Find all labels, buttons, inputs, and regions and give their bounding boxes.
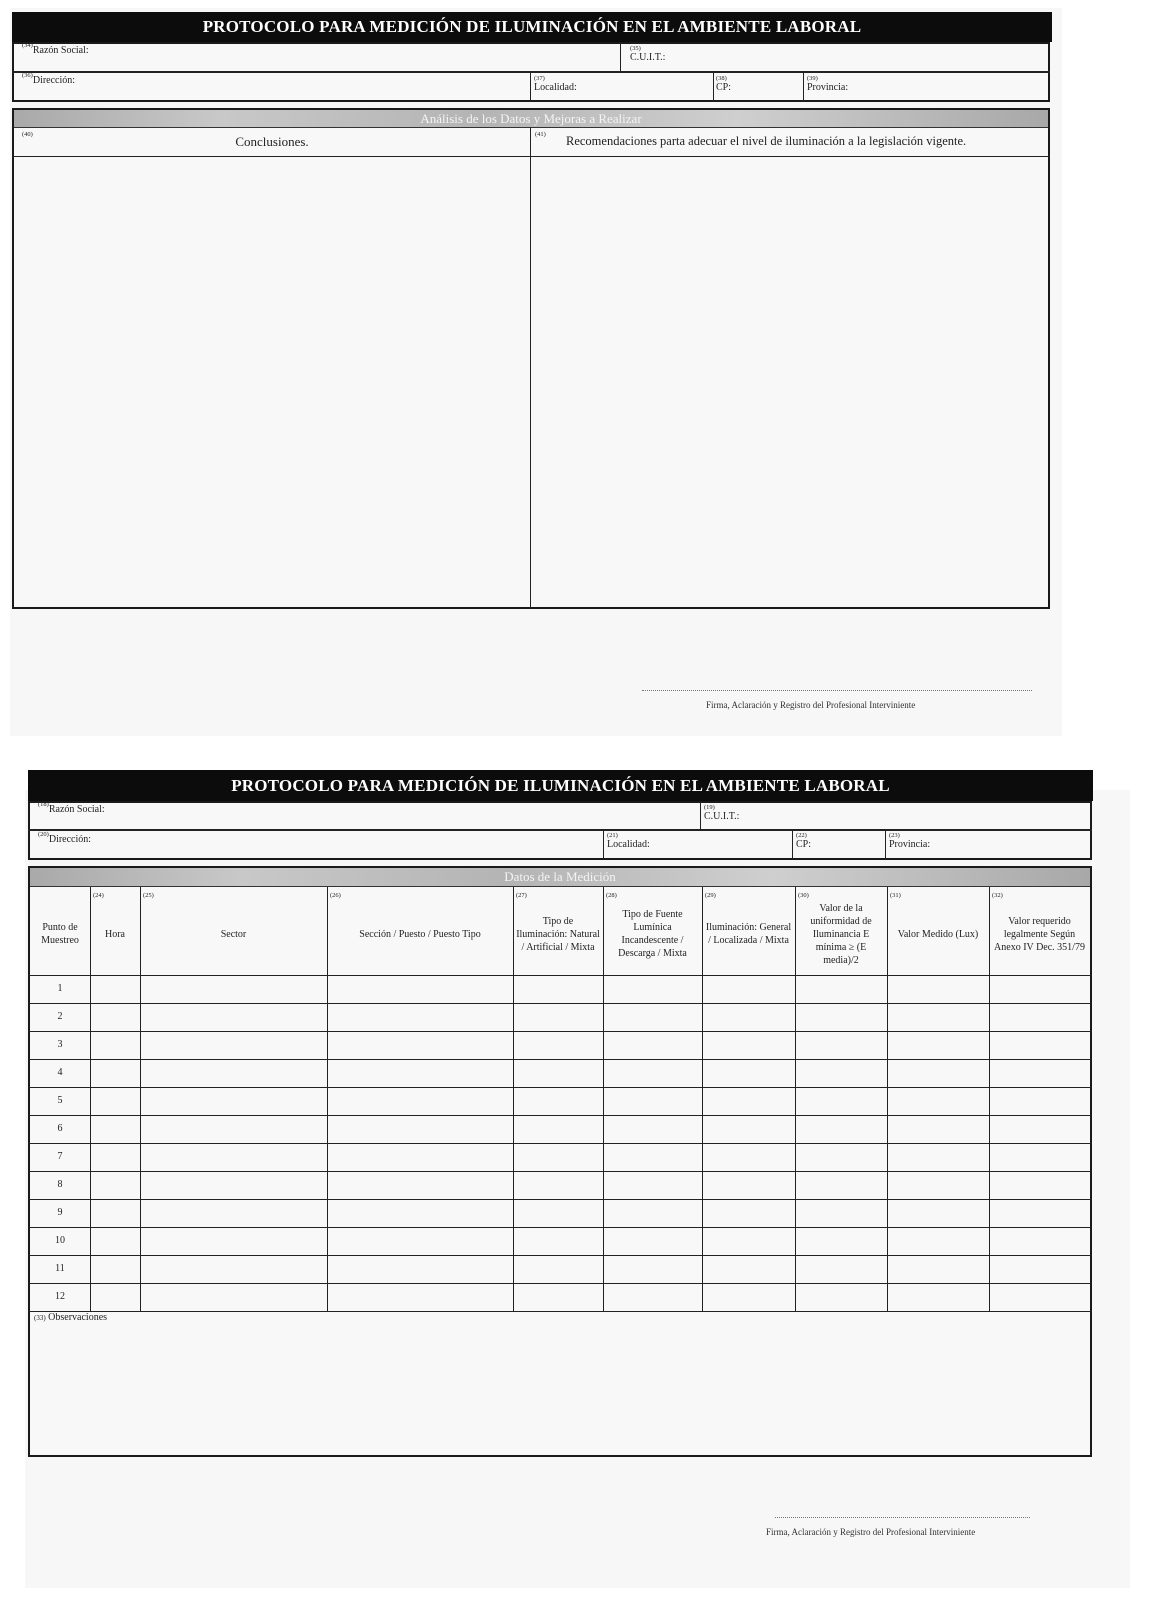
- table-cell[interactable]: [990, 1004, 1090, 1031]
- row-number: 11: [55, 1263, 65, 1274]
- signature-label: Firma, Aclaración y Registro del Profesional Interviniente: [706, 700, 916, 710]
- column-number: (24): [93, 892, 104, 899]
- table-cell[interactable]: [604, 1088, 702, 1115]
- table-cell[interactable]: [703, 1144, 795, 1171]
- table-cell[interactable]: [141, 1284, 327, 1311]
- divider: [803, 72, 804, 102]
- razon-social-field[interactable]: [38, 801, 105, 815]
- field-label: Razón Social:: [48, 804, 105, 815]
- field-number: (39): [807, 75, 818, 82]
- column-header: [30, 887, 90, 975]
- observaciones-textarea[interactable]: [30, 1326, 1090, 1455]
- column-header: [513, 887, 603, 975]
- table-cell[interactable]: [328, 1144, 513, 1171]
- table-cell[interactable]: [328, 1060, 513, 1087]
- conclusiones-textarea[interactable]: [14, 158, 529, 607]
- column-number: (28): [606, 892, 617, 899]
- table-cell[interactable]: [703, 1004, 795, 1031]
- field-label: C.U.I.T.:: [630, 52, 666, 63]
- column-number: (26): [330, 892, 341, 899]
- table-cell[interactable]: [514, 1284, 603, 1311]
- signature-label: Firma, Aclaración y Registro del Profesional Interviniente: [766, 1527, 976, 1537]
- field-label: Dirección:: [48, 834, 92, 845]
- table-cell[interactable]: [796, 1004, 887, 1031]
- table-cell[interactable]: [604, 1116, 702, 1143]
- column-number: (25): [143, 892, 154, 899]
- divider: [620, 42, 621, 72]
- table-cell[interactable]: [888, 1144, 989, 1171]
- column-header-label: Iluminación: General / Localizada / Mixta: [705, 922, 792, 946]
- table-cell[interactable]: [328, 1284, 513, 1311]
- table-cell[interactable]: [91, 1144, 140, 1171]
- column-header: [795, 887, 887, 975]
- field-number: (22): [796, 832, 807, 839]
- divider: [530, 127, 531, 608]
- table-cell[interactable]: [888, 1088, 989, 1115]
- column-header: [603, 887, 702, 975]
- column-number: (31): [890, 892, 901, 899]
- column-header-label: Tipo de Fuente Lumínica Incandescente / Descarga / Mixta: [618, 909, 687, 959]
- table-cell[interactable]: [91, 976, 140, 1003]
- table-cell[interactable]: [141, 1172, 327, 1199]
- table-cell[interactable]: [604, 1284, 702, 1311]
- column-header: [702, 887, 795, 975]
- table-cell[interactable]: [703, 1228, 795, 1255]
- column-header-label: Sección / Puesto / Puesto Tipo: [359, 928, 481, 940]
- column-number: (27): [516, 892, 527, 899]
- column-header-label: Tipo de Iluminación: Natural / Artificial / Mixta: [516, 915, 600, 953]
- table-cell[interactable]: [703, 1116, 795, 1143]
- field-number: (36): [22, 72, 33, 79]
- table-cell[interactable]: [91, 1116, 140, 1143]
- divider: [603, 830, 604, 860]
- table-cell[interactable]: [990, 1116, 1090, 1143]
- table-cell[interactable]: [514, 976, 603, 1003]
- table-cell[interactable]: [328, 1200, 513, 1227]
- table-cell[interactable]: [703, 1032, 795, 1059]
- table-cell[interactable]: [328, 1088, 513, 1115]
- measurement-section-title: Datos de la Medición: [30, 868, 1090, 887]
- divider: [700, 801, 701, 830]
- table-cell[interactable]: [888, 1228, 989, 1255]
- table-cell[interactable]: [328, 1032, 513, 1059]
- field-number: (38): [716, 75, 727, 82]
- direccion-field[interactable]: [38, 831, 92, 845]
- field-label: C.U.I.T.:: [704, 811, 740, 822]
- table-cell[interactable]: [514, 1004, 603, 1031]
- table-cell[interactable]: [91, 1200, 140, 1227]
- table-cell[interactable]: [514, 1032, 603, 1059]
- field-number: (35): [630, 45, 641, 52]
- table-cell[interactable]: [604, 1032, 702, 1059]
- divider: [530, 72, 531, 102]
- signature-line[interactable]: [775, 1517, 1030, 1518]
- table-cell[interactable]: [796, 1060, 887, 1087]
- table-cell[interactable]: [990, 1228, 1090, 1255]
- cuit-field[interactable]: [630, 45, 665, 63]
- table-cell[interactable]: [328, 1228, 513, 1255]
- field-label: Provincia:: [807, 82, 849, 93]
- table-cell[interactable]: [514, 1200, 603, 1227]
- table-cell[interactable]: [514, 1088, 603, 1115]
- column-number: (32): [992, 892, 1003, 899]
- table-cell[interactable]: [514, 1060, 603, 1087]
- table-cell[interactable]: [141, 1144, 327, 1171]
- field-label: Localidad:: [534, 82, 577, 93]
- divider: [28, 829, 1092, 831]
- table-cell[interactable]: [91, 1060, 140, 1087]
- divider: [12, 156, 1050, 157]
- table-cell[interactable]: [91, 1256, 140, 1283]
- row-number: 7: [57, 1151, 63, 1162]
- row-number: 9: [57, 1207, 63, 1218]
- table-cell[interactable]: [990, 1200, 1090, 1227]
- signature-line[interactable]: [642, 690, 1032, 691]
- row-number: 3: [57, 1039, 63, 1050]
- field-number: (37): [534, 75, 545, 82]
- divider: [885, 830, 886, 860]
- field-number: (34): [22, 42, 33, 49]
- field-label: Provincia:: [889, 839, 931, 850]
- field-number: (33): [34, 1314, 46, 1322]
- table-cell[interactable]: [328, 1256, 513, 1283]
- table-cell[interactable]: [990, 1256, 1090, 1283]
- table-cell[interactable]: [990, 1144, 1090, 1171]
- conclusiones-label: Conclusiones.: [235, 134, 309, 149]
- field-label: Observaciones: [48, 1312, 108, 1323]
- field-number: (18): [38, 801, 49, 808]
- recomendaciones-label: Recomendaciones parta adecuar el nivel de iluminación a la legislación vigente.: [566, 134, 967, 148]
- column-header-label: Valor requerido legalmente Según Anexo IV Dec. 351/79: [994, 915, 1085, 953]
- field-label: CP:: [796, 839, 812, 850]
- cp-field[interactable]: [716, 75, 731, 93]
- divider: [792, 830, 793, 860]
- table-cell[interactable]: [703, 976, 795, 1003]
- table-cell[interactable]: [604, 976, 702, 1003]
- table-cell[interactable]: [888, 1060, 989, 1087]
- column-header: [90, 887, 140, 975]
- table-cell[interactable]: [604, 1256, 702, 1283]
- table-cell[interactable]: [141, 1200, 327, 1227]
- table-cell[interactable]: [990, 1284, 1090, 1311]
- table-cell[interactable]: [141, 976, 327, 1003]
- table-cell[interactable]: [514, 1144, 603, 1171]
- row-number: 12: [55, 1291, 65, 1302]
- cp-field[interactable]: [796, 832, 811, 850]
- field-label: Localidad:: [607, 839, 650, 850]
- column-number: (29): [705, 892, 716, 899]
- table-cell[interactable]: [888, 1200, 989, 1227]
- table-cell[interactable]: [91, 1228, 140, 1255]
- direccion-field[interactable]: [22, 72, 76, 86]
- column-header-label: Sector: [220, 928, 247, 940]
- table-cell[interactable]: [604, 1200, 702, 1227]
- table-cell[interactable]: [328, 1004, 513, 1031]
- table-cell[interactable]: [888, 1284, 989, 1311]
- field-number: (40): [22, 131, 33, 138]
- table-cell[interactable]: [888, 976, 989, 1003]
- row-number: 10: [55, 1235, 65, 1246]
- table-cell[interactable]: [604, 1228, 702, 1255]
- table-cell[interactable]: [91, 1088, 140, 1115]
- divider: [12, 71, 1050, 73]
- table-cell[interactable]: [91, 1284, 140, 1311]
- divider: [713, 72, 714, 102]
- field-number: (21): [607, 832, 618, 839]
- column-header-label: Hora: [105, 928, 125, 940]
- row-number: 5: [57, 1095, 63, 1106]
- column-header: [140, 887, 327, 975]
- table-cell[interactable]: [796, 1144, 887, 1171]
- field-label: CP:: [716, 82, 732, 93]
- page-2-title: PROTOCOLO PARA MEDICIÓN DE ILUMINACIÓN EN EL AMBIENTE LABORAL: [28, 770, 1093, 801]
- table-cell[interactable]: [91, 1172, 140, 1199]
- table-cell[interactable]: [990, 1088, 1090, 1115]
- table-cell[interactable]: [888, 1004, 989, 1031]
- table-cell[interactable]: [990, 1060, 1090, 1087]
- table-cell[interactable]: [328, 1172, 513, 1199]
- field-label: Razón Social:: [32, 45, 89, 56]
- table-cell[interactable]: [796, 1228, 887, 1255]
- table-cell[interactable]: [604, 1004, 702, 1031]
- table-cell[interactable]: [514, 1228, 603, 1255]
- table-cell[interactable]: [796, 1200, 887, 1227]
- table-cell[interactable]: [990, 1032, 1090, 1059]
- table-cell[interactable]: [514, 1256, 603, 1283]
- field-number: (19): [704, 804, 715, 811]
- table-cell[interactable]: [990, 1172, 1090, 1199]
- row-number: 2: [57, 1011, 63, 1022]
- table-cell[interactable]: [141, 1060, 327, 1087]
- column-number: (30): [798, 892, 809, 899]
- table-cell[interactable]: [604, 1144, 702, 1171]
- table-cell[interactable]: [141, 1004, 327, 1031]
- row-number: 1: [57, 983, 63, 994]
- field-label: Dirección:: [32, 75, 76, 86]
- field-number: (41): [535, 131, 546, 138]
- table-cell[interactable]: [796, 1172, 887, 1199]
- table-cell[interactable]: [141, 1088, 327, 1115]
- localidad-field[interactable]: [607, 832, 650, 850]
- row-number: 8: [57, 1179, 63, 1190]
- column-header: [327, 887, 513, 975]
- row-number: 6: [57, 1123, 63, 1134]
- table-cell[interactable]: [514, 1116, 603, 1143]
- table-cell[interactable]: [796, 1116, 887, 1143]
- razon-social-field[interactable]: [22, 42, 89, 56]
- table-cell[interactable]: [796, 1284, 887, 1311]
- provincia-field[interactable]: [807, 75, 848, 93]
- column-header: [989, 887, 1090, 975]
- row-number: 4: [57, 1067, 63, 1078]
- localidad-field[interactable]: [534, 75, 577, 93]
- table-cell[interactable]: [514, 1172, 603, 1199]
- table-cell[interactable]: [888, 1256, 989, 1283]
- table-cell[interactable]: [796, 1256, 887, 1283]
- table-cell[interactable]: [990, 976, 1090, 1003]
- provincia-field[interactable]: [889, 832, 930, 850]
- table-cell[interactable]: [328, 976, 513, 1003]
- table-cell[interactable]: [604, 1172, 702, 1199]
- table-cell[interactable]: [328, 1116, 513, 1143]
- table-cell[interactable]: [141, 1228, 327, 1255]
- column-header-label: Valor de la uniformidad de Iluminancia E mínima ≥ (E media)/2: [810, 902, 872, 966]
- field-number: (20): [38, 831, 49, 838]
- table-cell[interactable]: [141, 1256, 327, 1283]
- column-header: [887, 887, 989, 975]
- analysis-section-title: Análisis de los Datos y Mejoras a Realizar: [14, 110, 1048, 128]
- cuit-field[interactable]: [704, 804, 739, 822]
- table-cell[interactable]: [91, 1032, 140, 1059]
- table-cell[interactable]: [888, 1116, 989, 1143]
- table-cell[interactable]: [796, 976, 887, 1003]
- table-cell[interactable]: [141, 1032, 327, 1059]
- table-cell[interactable]: [703, 1256, 795, 1283]
- observaciones-label: [34, 1312, 107, 1323]
- table-cell[interactable]: [888, 1032, 989, 1059]
- table-cell[interactable]: [888, 1172, 989, 1199]
- table-cell[interactable]: [703, 1200, 795, 1227]
- table-cell[interactable]: [703, 1284, 795, 1311]
- column-header-label: Punto de Muestreo: [41, 922, 79, 946]
- field-number: (23): [889, 832, 900, 839]
- table-cell[interactable]: [141, 1116, 327, 1143]
- column-header-label: Valor Medido (Lux): [897, 928, 979, 940]
- table-cell[interactable]: [91, 1004, 140, 1031]
- table-cell[interactable]: [703, 1172, 795, 1199]
- table-cell[interactable]: [796, 1032, 887, 1059]
- row-divider: [28, 1311, 1092, 1312]
- page-1-title: PROTOCOLO PARA MEDICIÓN DE ILUMINACIÓN EN EL AMBIENTE LABORAL: [12, 12, 1052, 42]
- table-cell[interactable]: [796, 1088, 887, 1115]
- recomendaciones-textarea[interactable]: [532, 158, 1048, 607]
- table-cell[interactable]: [703, 1060, 795, 1087]
- table-cell[interactable]: [703, 1088, 795, 1115]
- table-cell[interactable]: [604, 1060, 702, 1087]
